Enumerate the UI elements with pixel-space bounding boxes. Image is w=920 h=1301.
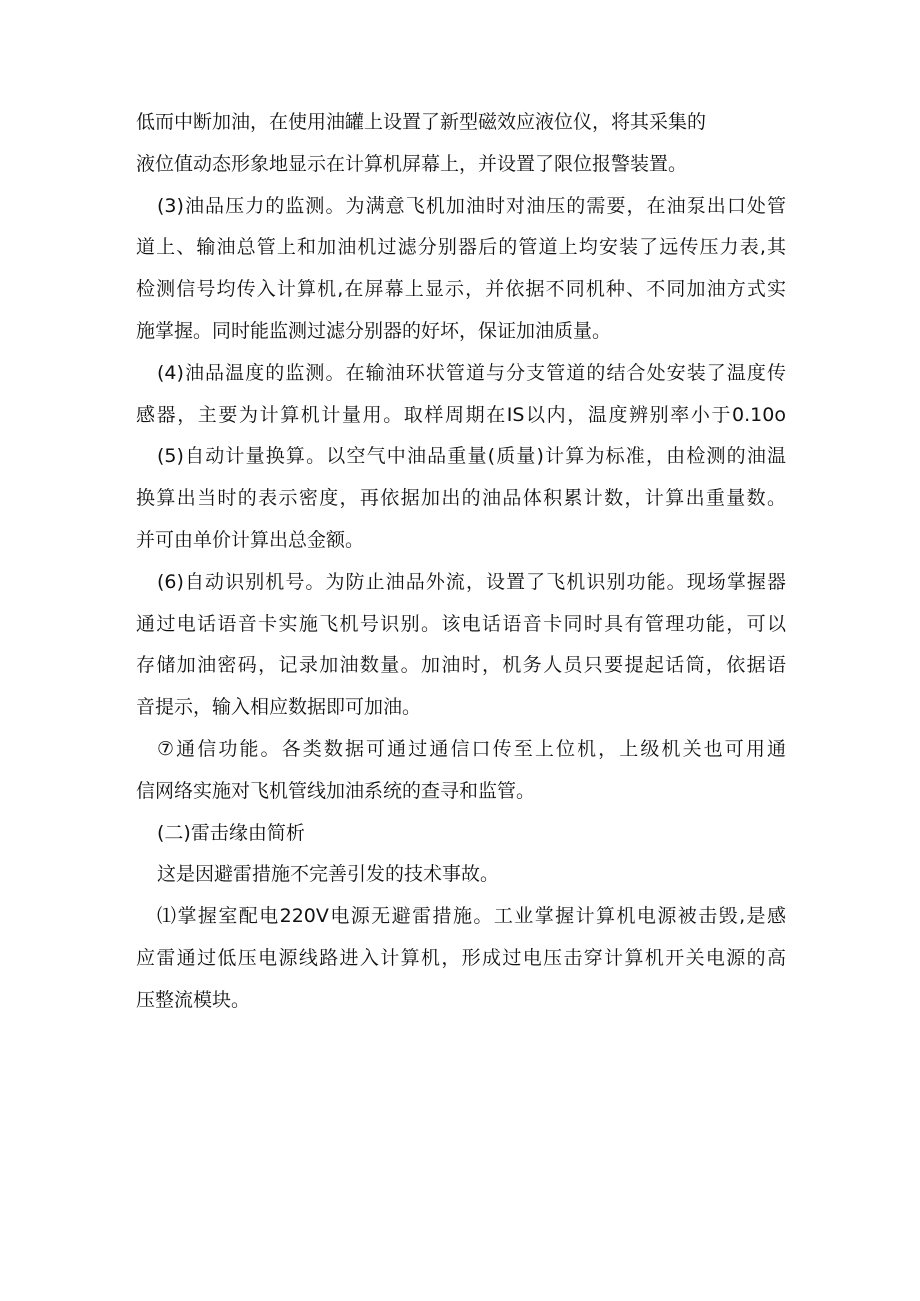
text-line: 道上、输油总管上和加油机过滤分别器后的管道上均安装了远传压力表,其 [136, 236, 786, 259]
text-line: 并可由单价计算出总金额。 [136, 528, 365, 551]
text-line: 感器，主要为计算机计量用。取样周期在IS以内，温度辨别率小于0.10o [136, 403, 786, 426]
text-line: (5)自动计量换算。以空气中油品重量(质量)计算为标准，由检测的油温 [157, 445, 786, 468]
text-line: 音提示，输入相应数据即可加油。 [136, 696, 422, 719]
text-line: 应雷通过低压电源线路进入计算机，形成过电压击穿计算机开关电源的高 [136, 946, 786, 969]
text-line: (6)自动识别机号。为防止油品外流，设置了飞机识别功能。现场掌握器 [157, 570, 786, 593]
text-line: 通过电话语音卡实施飞机号识别。该电话语音卡同时具有管理功能，可以 [136, 612, 786, 635]
paragraph-item-7 [0, 729, 920, 813]
text-line: (4)油品温度的监测。在输油环状管道与分支管道的结合处安装了温度传 [157, 361, 786, 384]
text-line: 存储加油密码，记录加油数量。加油时，机务人员只要提起话筒，依据语 [136, 654, 786, 677]
text-line: 压整流模块。 [136, 988, 251, 1011]
paragraph-cause-1 [0, 896, 920, 1021]
text-line: (3)油品压力的监测。为满意飞机加油时对油压的需要，在油泵出口处管 [157, 194, 786, 217]
paragraph-item-3 [0, 186, 920, 353]
paragraph-item-5 [0, 436, 920, 561]
paragraph-intro-tail [0, 102, 920, 186]
text-line: (二)雷击缘由简析 [157, 821, 305, 844]
text-line: 这是因避雷措施不完善引发的技术事故。 [157, 863, 500, 886]
text-line: ⑦通信功能。各类数据可通过通信口传至上位机，上级机关也可用通 [157, 737, 786, 760]
paragraph-section-2-heading [0, 813, 920, 855]
text-line: ⑴掌握室配电220V电源无避雷措施。工业掌握计算机电源被击毁,是感 [157, 905, 786, 928]
text-line: 换算出当时的表示密度，再依据加出的油品体积累计数，计算出重量数。 [136, 487, 786, 510]
paragraph-section-2-intro [0, 854, 920, 896]
text-line: 液位值动态形象地显示在计算机屏幕上，并设置了限位报警装置。 [136, 152, 688, 175]
text-line: 施掌握。同时能监测过滤分别器的好坏，保证加油质量。 [136, 319, 612, 342]
text-line: 检测信号均传入计算机,在屏幕上显示，并依据不同机种、不同加油方式实 [136, 278, 786, 301]
paragraph-item-4 [0, 353, 920, 437]
document-body [0, 102, 920, 1022]
paragraph-item-6 [0, 562, 920, 729]
text-line: 低而中断加油，在使用油罐上设置了新型磁效应液位仪，将其采集的 [136, 111, 707, 133]
text-line: 信网络实施对飞机管线加油系统的查寻和监管。 [136, 779, 536, 802]
